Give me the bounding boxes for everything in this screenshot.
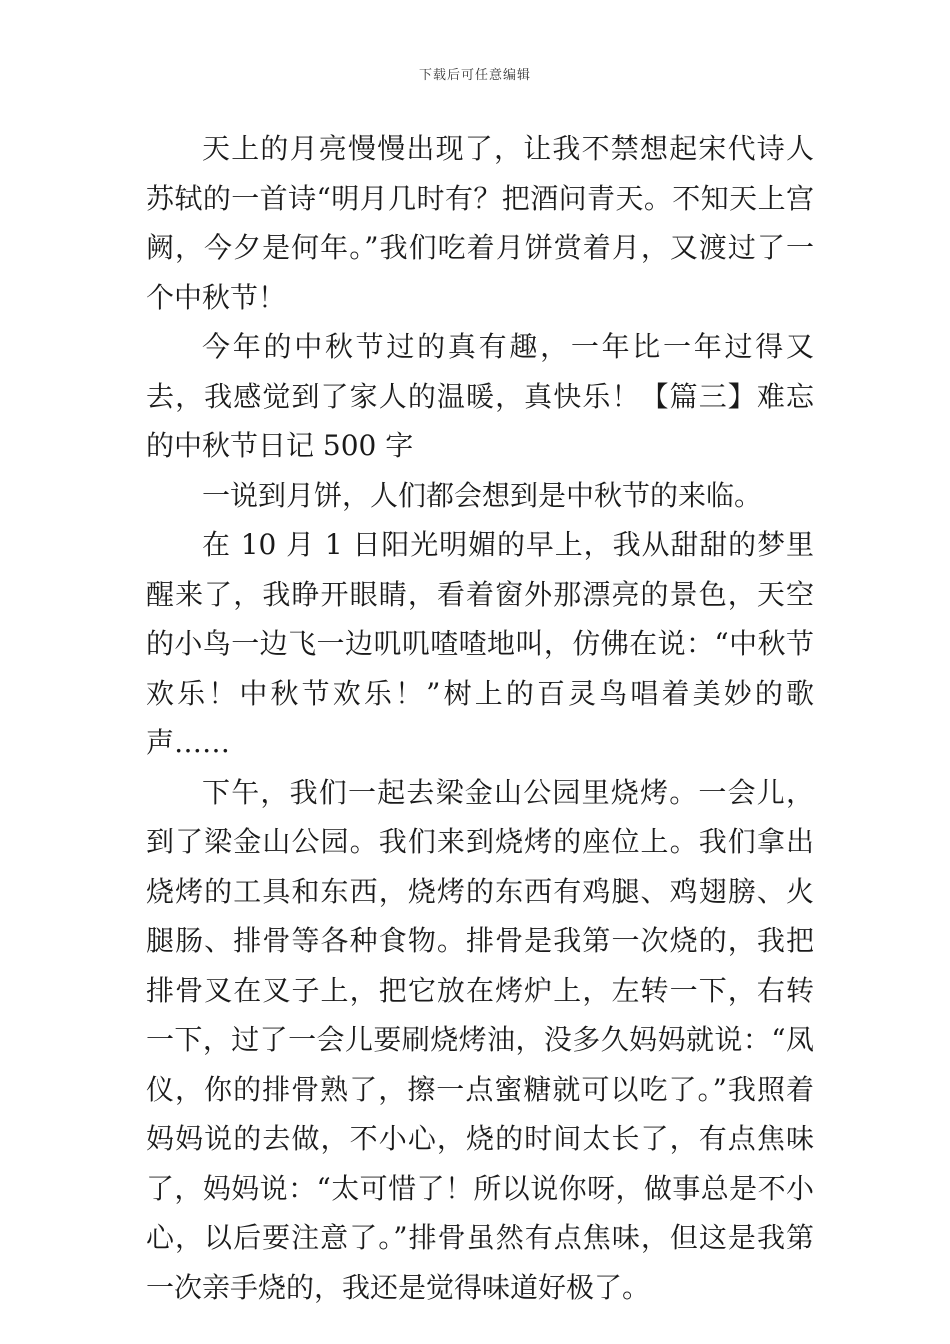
paragraph: 在 10 月 1 日阳光明媚的早上，我从甜甜的梦里醒来了，我睁开眼睛，看着窗外那漂亮的景色，天空的小鸟一边飞一边叽叽喳喳地叫，仿佛在说：“中秋节欢乐！中秋节欢乐！”树上的百灵鸟唱着美妙的歌声…… xyxy=(146,528,814,759)
paragraph: 下午，我们一起去梁金山公园里烧烤。一会儿，到了梁金山公园。我们来到烧烤的座位上。我们拿出烧烤的工具和东西，烧烤的东西有鸡腿、鸡翅膀、火腿肠、排骨等各种食物。排骨是我第一次烧的，我把排骨叉在叉子上，把它放在烤炉上，左转一下，右转一下，过了一会儿要刷烧烤油，没多久妈妈就说：“凤仪，你的排骨熟了，擦一点蜜糖就可以吃了。”我照着妈妈说的去做，不小心，烧的时间太长了，有点焦味了，妈妈说：“太可惜了！所以说你呀，做事总是不小心，以后要注意了。”排骨虽然有点焦味，但这是我第一次亲手烧的，我还是觉得味道好极了。 xyxy=(146,775,814,1304)
paragraph: 一说到月饼，人们都会想到是中秋节的来临。 xyxy=(202,478,763,512)
document-body xyxy=(146,124,814,1312)
page-header: 下载后可任意编辑 xyxy=(418,68,531,83)
paragraph: 天上的月亮慢慢出现了，让我不禁想起宋代诗人苏轼的一首诗“明月几时有？把酒问青天。不知天上宫阙，今夕是何年。”我们吃着月饼赏着月，又渡过了一个中秋节！ xyxy=(146,132,814,314)
paragraph: 今年的中秋节过的真有趣，一年比一年过得又去，我感觉到了家人的温暖，真快乐！【篇三】难忘的中秋节日记 500 字 xyxy=(146,330,814,462)
